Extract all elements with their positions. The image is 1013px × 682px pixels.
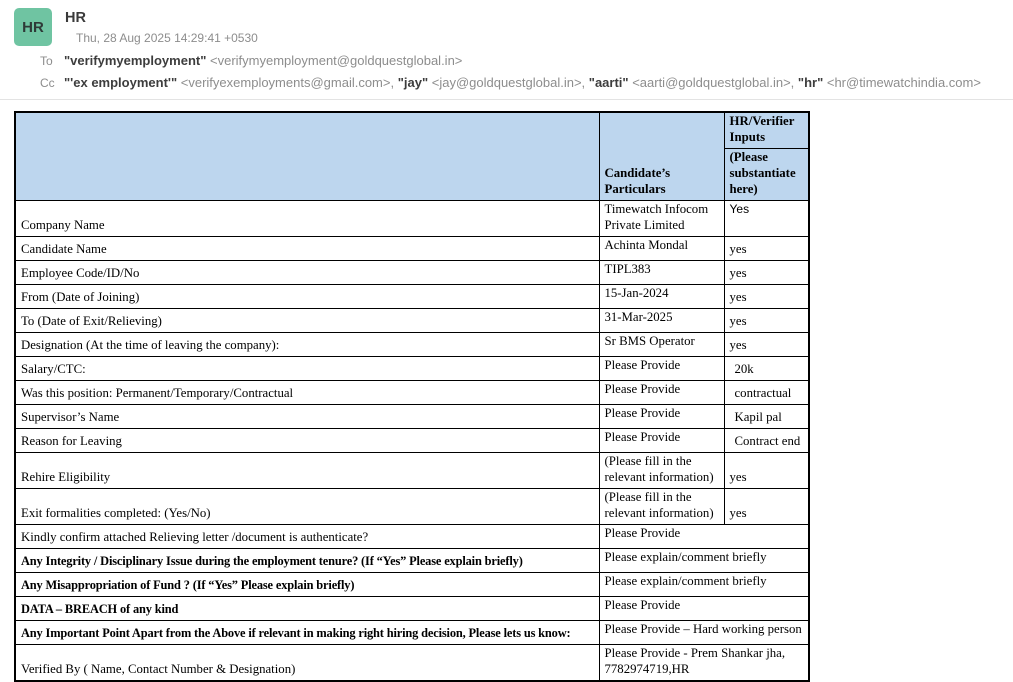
table-row — [15, 428, 809, 452]
recipient-name[interactable]: "verifymyemployment" — [64, 53, 207, 68]
candidate-particulars: Please explain/comment briefly — [599, 572, 809, 596]
table-row — [15, 524, 809, 548]
table-body — [15, 201, 809, 681]
row-label: Kindly confirm attached Relieving letter /document is authenticate? — [15, 524, 599, 548]
address-rows — [14, 52, 999, 91]
cc-recipients: "'ex employment'" <verifyexemployments@gmail.com>, "jay" <jay@goldquestglobal.in>, "aarti" <aarti@goldquestglobal.in>, "hr" <hr@timewatchindia.com> — [64, 74, 981, 90]
row-label: Verified By ( Name, Contact Number & Designation) — [15, 644, 599, 680]
sender-name[interactable]: HR — [65, 10, 86, 26]
verifier-input: yes — [724, 452, 809, 488]
candidate-particulars: Please Provide — [599, 380, 724, 404]
candidate-particulars: 31-Mar-2025 — [599, 308, 724, 332]
table-row — [15, 236, 809, 260]
recipient-email[interactable]: <jay@goldquestglobal.in> — [428, 74, 582, 90]
row-label: Candidate Name — [15, 236, 599, 260]
table-row — [15, 356, 809, 380]
verifier-input: yes — [724, 332, 809, 356]
row-label: Rehire Eligibility — [15, 452, 599, 488]
table-header — [15, 112, 809, 200]
verifier-input: yes — [724, 260, 809, 284]
verifier-input: Contract end — [724, 428, 809, 452]
verifier-input: Kapil pal — [724, 404, 809, 428]
row-label: Salary/CTC: — [15, 356, 599, 380]
row-label: Supervisor’s Name — [15, 404, 599, 428]
table-row — [15, 332, 809, 356]
verification-table — [14, 111, 810, 682]
candidate-particulars: Please explain/comment briefly — [599, 548, 809, 572]
verifier-input: contractual — [724, 380, 809, 404]
verifier-input: Yes — [724, 201, 809, 237]
cc-row — [14, 74, 999, 92]
row-label: Designation (At the time of leaving the company): — [15, 332, 599, 356]
sender-row — [14, 8, 999, 46]
recipient-email[interactable]: <verifyexemployments@gmail.com> — [177, 74, 391, 90]
candidate-particulars: Please Provide — [599, 404, 724, 428]
table-row — [15, 404, 809, 428]
header-substantiate: (Please substantiate here) — [724, 149, 809, 201]
message-header — [0, 0, 1013, 91]
table-row — [15, 380, 809, 404]
table-row — [15, 644, 809, 680]
recipient-name[interactable]: "jay" — [397, 74, 429, 90]
avatar-initials: HR — [22, 18, 44, 36]
to-label: To — [40, 54, 53, 68]
row-label: Any Important Point Apart from the Above if relevant in making right hiring decision, Please lets us know: — [15, 620, 599, 644]
table-row — [15, 452, 809, 488]
header-verifier-inputs: HR/Verifier Inputs — [724, 112, 809, 148]
sender-avatar — [14, 8, 52, 46]
recipient-name[interactable]: "'ex employment'" — [64, 74, 178, 90]
table-header-row-1 — [15, 112, 809, 148]
candidate-particulars: Timewatch Infocom Private Limited — [599, 201, 724, 237]
row-label: Any Integrity / Disciplinary Issue during the employment tenure? (If “Yes” Please explain briefly) — [15, 548, 599, 572]
row-label: Employee Code/ID/No — [15, 260, 599, 284]
verifier-input: yes — [724, 488, 809, 524]
recipient-name[interactable]: "aarti" — [588, 74, 629, 90]
recipient-email[interactable]: <aarti@goldquestglobal.in> — [628, 74, 791, 90]
table-row — [15, 201, 809, 237]
candidate-particulars: Please Provide — [599, 524, 809, 548]
verifier-input: yes — [724, 236, 809, 260]
table-row — [15, 572, 809, 596]
table-row — [15, 548, 809, 572]
candidate-particulars: Please Provide — [599, 596, 809, 620]
table-row — [15, 488, 809, 524]
verifier-input: yes — [724, 308, 809, 332]
candidate-particulars: Please Provide – Hard working person — [599, 620, 809, 644]
table-row — [15, 620, 809, 644]
candidate-particulars: Please Provide — [599, 356, 724, 380]
row-label: Exit formalities completed: (Yes/No) — [15, 488, 599, 524]
sender-info — [65, 8, 258, 45]
verifier-input: 20k — [724, 356, 809, 380]
candidate-particulars: TIPL383 — [599, 260, 724, 284]
candidate-particulars: Please Provide - Prem Shankar jha, 7782974719,HR — [599, 644, 809, 680]
recipient-email[interactable]: <hr@timewatchindia.com> — [823, 74, 981, 90]
recipient-email[interactable]: <verifymyemployment@goldquestglobal.in> — [206, 53, 463, 68]
header-divider — [0, 99, 1013, 100]
candidate-particulars: Sr BMS Operator — [599, 332, 724, 356]
candidate-particulars: (Please fill in the relevant information) — [599, 452, 724, 488]
candidate-particulars: (Please fill in the relevant information) — [599, 488, 724, 524]
table-row — [15, 284, 809, 308]
table-row — [15, 596, 809, 620]
row-label: DATA – BREACH of any kind — [15, 596, 599, 620]
to-row — [14, 52, 999, 70]
message-date: Thu, 28 Aug 2025 14:29:41 +0530 — [76, 31, 258, 45]
candidate-particulars: Achinta Mondal — [599, 236, 724, 260]
to-recipients — [64, 52, 462, 70]
row-label: Any Misappropriation of Fund ? (If “Yes” Please explain briefly) — [15, 572, 599, 596]
header-empty-cell — [15, 112, 599, 200]
verifier-input: yes — [724, 284, 809, 308]
row-label: From (Date of Joining) — [15, 284, 599, 308]
row-label: To (Date of Exit/Relieving) — [15, 308, 599, 332]
candidate-particulars: Please Provide — [599, 428, 724, 452]
header-candidate-particulars: Candidate’s Particulars — [599, 112, 724, 200]
row-label: Reason for Leaving — [15, 428, 599, 452]
recipient-name[interactable]: "hr" — [797, 74, 824, 90]
row-label: Company Name — [15, 201, 599, 237]
table-row — [15, 308, 809, 332]
row-label: Was this position: Permanent/Temporary/Contractual — [15, 380, 599, 404]
candidate-particulars: 15-Jan-2024 — [599, 284, 724, 308]
cc-label: Cc — [40, 75, 55, 90]
table-row — [15, 260, 809, 284]
